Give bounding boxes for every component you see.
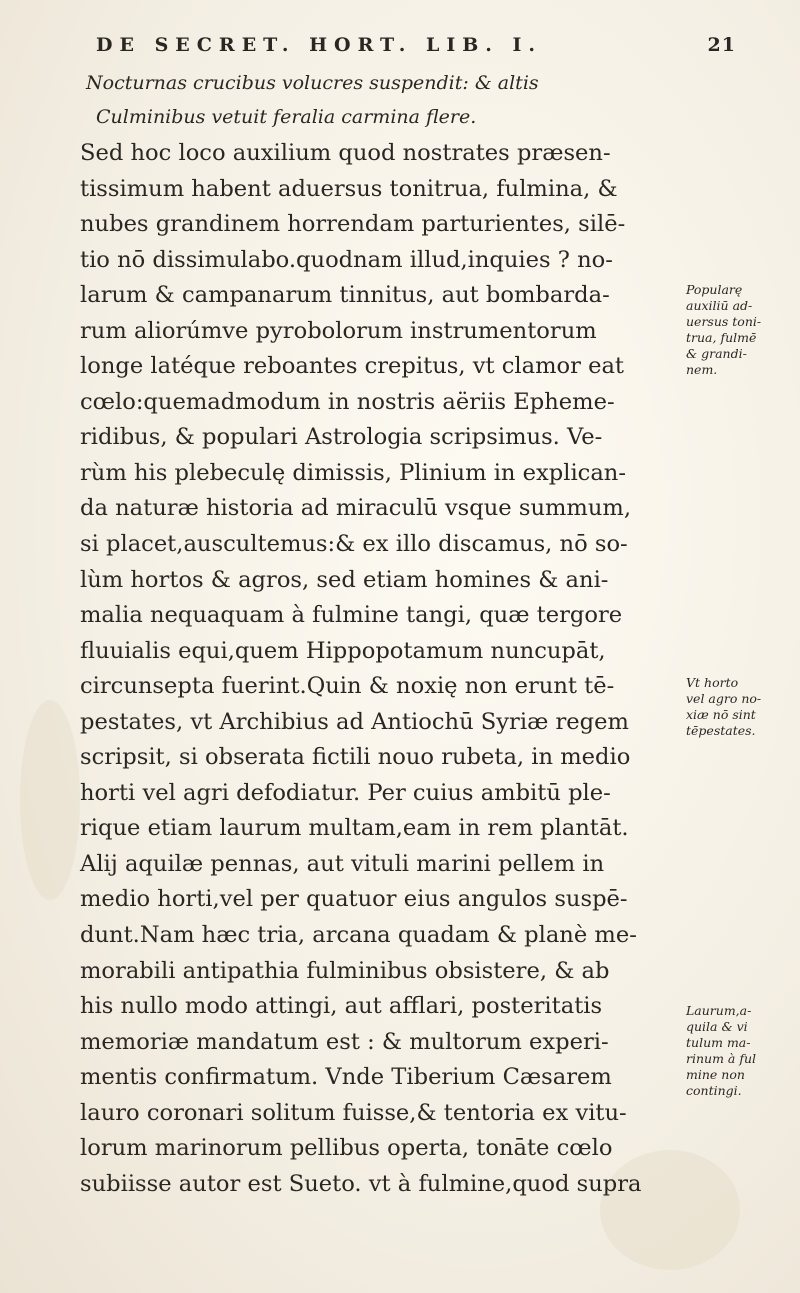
text-line: malia nequaquam à fulmine tangi, quæ tergore <box>80 602 623 629</box>
text-line: rum aliorúmve pyrobolorum instrumentorum <box>80 317 597 344</box>
paper-stain <box>20 700 80 900</box>
text-line: mentis confirmatum. Vnde Tiberium Cæsarem <box>80 1064 612 1091</box>
text-line: medio horti,vel per quatuor eius angulos suspē- <box>80 886 628 913</box>
margin-note-line: tēpestates. <box>686 723 756 738</box>
margin-note-line: Vt horto <box>686 675 739 690</box>
text-line: si placet,auscultemus:& ex illo discamus, nō so- <box>80 531 628 558</box>
text-line: pestates, vt Archibius ad Antiochū Syriæ regem <box>80 708 629 735</box>
text-line: larum & campanarum tinnitus, aut bombarda- <box>80 282 610 309</box>
margin-note-line: contingi. <box>686 1083 742 1098</box>
margin-note-line: rinum à ful <box>686 1051 757 1066</box>
margin-note-line: mine non <box>686 1067 745 1082</box>
text-line: fluuialis equi,quem Hippopotamum nuncupāt, <box>80 637 606 664</box>
text-line: subiisse autor est Sueto. vt à fulmine,quod supra <box>80 1170 642 1197</box>
margin-note-line: xiæ nō sint <box>686 707 756 722</box>
text-line: Alij aquilæ pennas, aut vituli marini pellem in <box>80 850 605 877</box>
text-line: lorum marinorum pellibus operta, tonāte cœlo <box>80 1135 613 1162</box>
margin-note <box>686 282 796 378</box>
text-line: memoriæ mandatum est : & multorum experi- <box>80 1028 609 1055</box>
margin-note-line: trua, fulmē <box>686 330 757 345</box>
running-head-title: DE SECRET. HORT. LIB. I. <box>96 34 543 56</box>
text-line: tio nō dissimulabo.quodnam illud,inquies ? no- <box>80 246 613 273</box>
text-line: ridibus, & populari Astrologia scripsimus. Ve- <box>80 424 603 451</box>
text-line: circunsepta fuerint.Quin & noxię non erunt tē- <box>80 673 615 700</box>
verse-line: Nocturnas crucibus volucres suspendit: & altis <box>86 72 539 94</box>
margin-note-line: Popularę <box>686 282 743 297</box>
verse-line: Culminibus vetuit feralia carmina flere. <box>96 106 477 128</box>
text-line: da naturæ historia ad miraculū vsque summum, <box>80 495 631 522</box>
margin-note <box>686 1003 796 1099</box>
page-number: 21 <box>707 34 736 56</box>
text-line: rùm his plebeculę dimissis, Plinium in explican- <box>80 459 626 486</box>
margin-note-line: tulum ma- <box>686 1035 751 1050</box>
text-line: longe latéque reboantes crepitus, vt clamor eat <box>80 353 625 380</box>
text-line: scripsit, si obserata fictili nouo rubeta, in medio <box>80 744 631 771</box>
margin-note <box>686 675 796 739</box>
margin-note-line: quila & vi <box>686 1019 748 1034</box>
text-line: horti vel agri defodiatur. Per cuius ambitū ple- <box>80 779 611 806</box>
text-line: nubes grandinem horrendam parturientes, silē- <box>80 211 626 238</box>
text-line: Sed hoc loco auxilium quod nostrates præsen- <box>80 140 611 166</box>
margin-note-line: auxiliū ad- <box>686 298 753 313</box>
margin-note-line: uersus toni- <box>686 314 762 329</box>
text-line: lauro coronari solitum fuisse,& tentoria ex vitu- <box>80 1099 627 1126</box>
body-text <box>80 136 660 1202</box>
margin-note-line: vel agro no- <box>686 691 762 706</box>
text-line: tissimum habent aduersus tonitrua, fulmina, & <box>80 175 618 202</box>
text-line: morabili antipathia fulminibus obsistere, & ab <box>80 957 610 984</box>
text-line: cœlo:quemadmodum in nostris aëriis Epheme- <box>80 388 615 415</box>
text-line: lùm hortos & agros, sed etiam homines & ani- <box>80 566 609 593</box>
margin-note-line: & grandi- <box>686 346 747 361</box>
margin-note-line: Laurum,a- <box>686 1003 752 1018</box>
text-line: rique etiam laurum multam,eam in rem plantāt. <box>80 815 629 842</box>
text-line: his nullo modo attingi, aut afflari, posteritatis <box>80 993 603 1020</box>
running-head <box>96 34 736 66</box>
text-line: dunt.Nam hæc tria, arcana quadam & planè me- <box>80 922 637 949</box>
margin-note-line: nem. <box>686 362 718 377</box>
